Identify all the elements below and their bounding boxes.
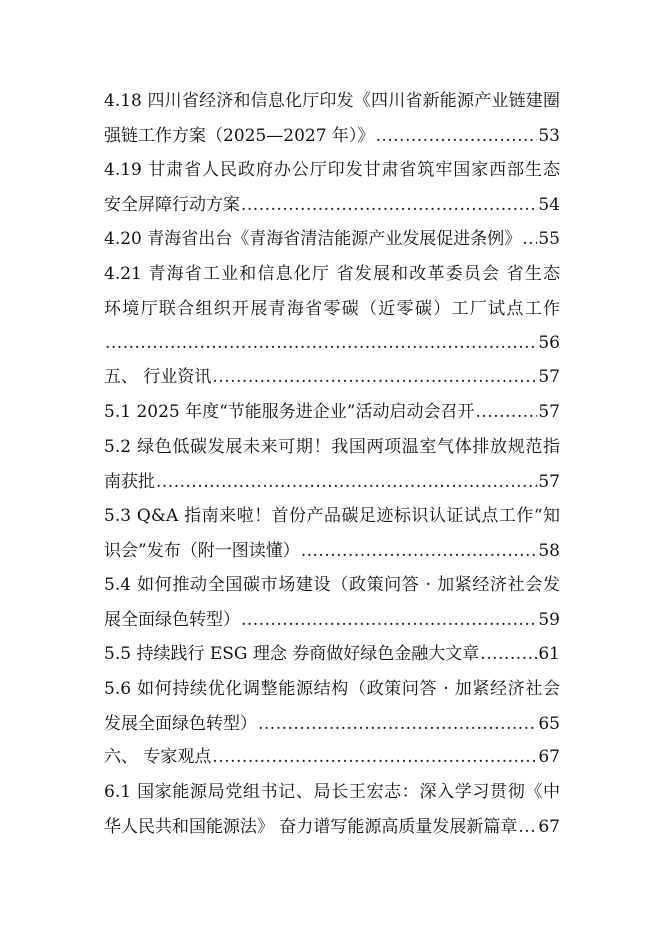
toc-page-number: 65 [538,713,560,734]
dot-leader [375,119,537,154]
toc-entry-text: 展全面绿色转型） [104,609,240,630]
toc-entry-text: 南获批 [104,471,155,492]
dot-leader [105,326,537,361]
toc-page-number: 67 [538,747,560,767]
toc-page-number: 58 [538,540,560,561]
toc-page-number: 67 [538,816,560,837]
toc-entry-6-1[interactable] [104,775,560,844]
dot-leader [241,603,537,638]
toc-entry-last-line [104,188,560,223]
toc-entry-last-line [104,119,560,154]
dot-leader [476,395,538,430]
toc-entry-last-line [104,740,560,775]
toc-entry-line: 5.4 如何推动全国碳市场建设（政策问答 · 加紧经济社会发 [104,575,560,595]
toc-entry-text: 识会”发布（附一图读懂） [104,540,300,561]
toc-entry-text: 五、 行业资讯 [104,367,212,387]
toc-entry-last-line [104,395,560,430]
toc-entry-text: 六、 专家观点 [104,747,212,767]
dot-leader [241,188,537,223]
toc-entry-line: 4.21 青海省工业和信息化厅 省发展和改革委员会 省生态 [104,264,560,284]
toc-page-number: 59 [538,609,560,630]
toc-entry-last-line [104,326,560,361]
toc-entry-text: 4.20 青海省出台《青海省清洁能源产业发展促进条例》 [104,229,522,249]
toc-entry-line: 5.2 绿色低碳发展未来可期！我国两项温室气体排放规范指 [104,437,560,457]
toc-entry-last-line [104,534,560,569]
toc-entry-line: 4.18 四川省经济和信息化厅印发《四川省新能源产业链建圈 [104,91,560,111]
toc-page-number: 54 [538,194,560,215]
toc-entry-5-1[interactable] [104,395,560,430]
toc-entry-5-5[interactable] [104,637,560,672]
toc-entry-4-20[interactable] [104,222,560,257]
dot-leader [522,222,537,257]
toc-entry-line: 环境厅联合组织开展青海省零碳（近零碳）工厂试点工作 [104,298,560,319]
toc-page-number: 56 [538,333,560,354]
toc-entry-last-line [104,603,560,638]
toc-entry-4-18[interactable] [104,84,560,153]
toc-entry-4-21[interactable] [104,257,560,361]
toc-page-number: 57 [538,471,560,492]
toc-page-number: 57 [538,367,560,387]
dot-leader [212,360,537,395]
dot-leader [156,465,537,500]
toc-entry-5-3[interactable] [104,499,560,568]
toc-entry-text: 5.5 持续践行 ESG 理念 券商做好绿色金融大文章 [104,644,480,664]
toc-entry-5-6[interactable] [104,672,560,741]
toc-entry-text: 发展全面绿色转型） [104,713,257,734]
toc-entry-5-4[interactable] [104,568,560,637]
dot-leader [212,740,537,775]
toc-entry-text: 5.1 2025 年度“节能服务进企业”活动启动会召开 [104,402,475,422]
toc-entry-text: 华人民共和国能源法》 奋力谱写能源高质量发展新篇章 [104,816,518,837]
toc-section-5[interactable] [104,360,560,395]
toc-entry-last-line [104,222,560,257]
toc-entry-last-line [104,707,560,742]
toc-page-number: 53 [538,125,560,146]
toc-entry-last-line [104,465,560,500]
toc-entry-4-19[interactable] [104,153,560,222]
toc-page-number: 57 [538,402,560,422]
toc-entry-line: 6.1 国家能源局党组书记、局长王宏志：深入学习贯彻《中 [104,782,560,802]
dot-leader [518,810,537,845]
toc-entry-text: 强链工作方案（2025—2027 年）》 [104,125,375,146]
dot-leader [480,637,537,672]
toc-entry-line: 4.19 甘肃省人民政府办公厅印发甘肃省筑牢国家西部生态 [104,160,560,180]
toc-entry-line: 5.3 Q&A 指南来啦！首份产品碳足迹标识认证试点工作“知 [104,506,560,526]
toc-entry-last-line [104,637,560,672]
toc-entry-line: 5.6 如何持续优化调整能源结构（政策问答 · 加紧经济社会 [104,679,560,699]
toc-entry-text: 安全屏障行动方案 [104,194,240,215]
toc-page-number: 55 [538,229,560,249]
toc-entry-last-line [104,360,560,395]
dot-leader [301,534,538,569]
toc-page-number: 61 [538,644,560,664]
toc-section-6[interactable] [104,740,560,775]
toc-entry-5-2[interactable] [104,430,560,499]
dot-leader [258,707,537,742]
toc-entry-last-line [104,810,560,845]
